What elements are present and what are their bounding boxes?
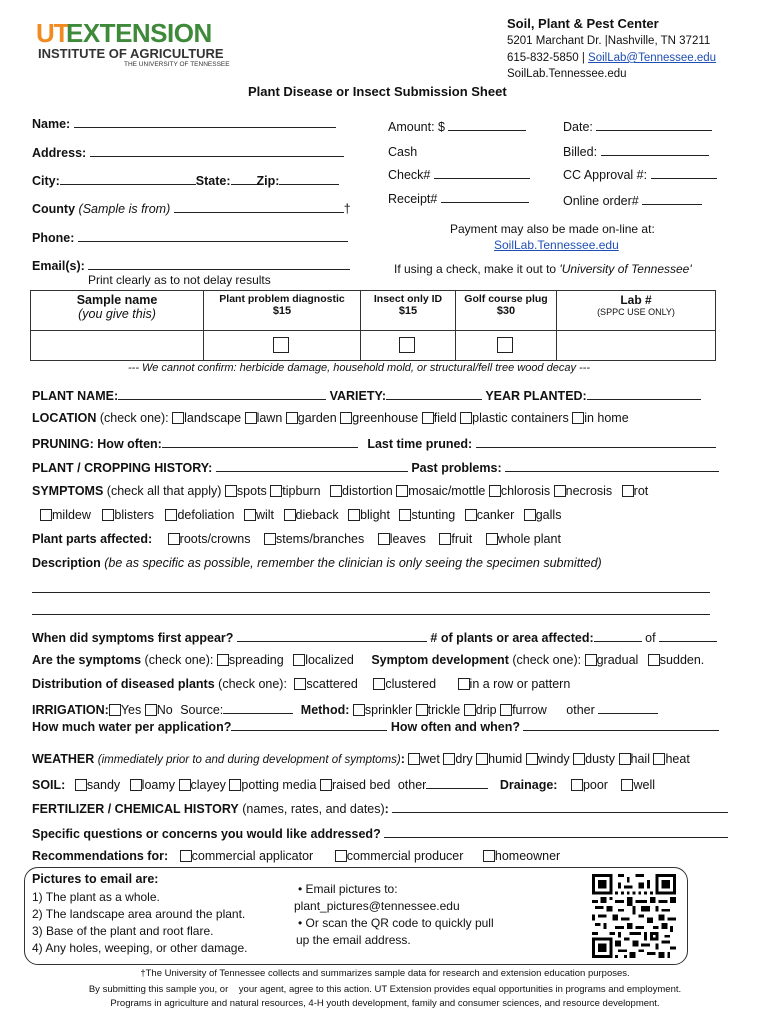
sym-mildew-checkbox[interactable] [40,509,52,521]
zip-field[interactable] [279,172,339,185]
description-line-2[interactable] [32,614,710,615]
phone-label: Phone: [32,231,75,245]
irrigation-yes-label: Yes [120,703,142,717]
loc-greenhouse-label: greenhouse [352,411,419,425]
num-plants-label: # of plants or area affected: [430,631,594,645]
part-roots-label: roots/crowns [179,532,251,546]
symptoms-check-all: (check all that apply) [106,484,222,498]
sample-name-field[interactable] [31,331,204,361]
sample-name-header: Sample name (you give this) [31,291,204,331]
pictures-email-link[interactable]: plant_pictures@tennessee.edu [294,899,460,913]
sym-canker-checkbox[interactable] [465,509,477,521]
picture-item-1: 1) The plant as a whole. [32,890,160,904]
logo-ut: UT [36,18,69,48]
variety-label: VARIETY: [329,389,387,403]
are-symptoms-label: Are the symptoms [32,653,142,667]
county-label: County [32,202,76,216]
sym-stunting-checkbox[interactable] [399,509,411,521]
weather-colon: : [400,752,405,766]
logo [36,18,236,66]
source-field[interactable] [223,701,293,714]
first-appear-field[interactable] [237,629,427,642]
weather-dusty-checkbox[interactable] [573,753,585,765]
pictures-title: Pictures to email are: [32,872,159,886]
state-field[interactable] [231,172,257,185]
method-label: Method: [300,703,350,717]
location-check-one: (check one): [99,411,169,425]
golf-checkbox[interactable] [497,337,513,353]
sym-wilt-label: wilt [255,508,275,522]
weather-heat-checkbox[interactable] [653,753,665,765]
city-label: City: [32,174,60,188]
part-roots-checkbox[interactable] [168,533,180,545]
center-address: 5201 Marchant Dr. |Nashville, TN 37211 [507,35,711,47]
sym-mosaic-label: mosaic/mottle [408,484,486,498]
diagnostic-header: Plant problem diagnostic $15 [204,291,361,331]
center-website[interactable]: SoilLab.Tennessee.edu [507,68,627,80]
trickle-label: trickle [427,703,461,717]
part-whole-label: whole plant [497,532,561,546]
loc-field-label: field [433,411,457,425]
parts-label: Plant parts affected: [32,532,153,546]
sym-chlorosis-checkbox[interactable] [489,485,501,497]
fertilizer-hint: (names, rates, and dates) [242,802,385,816]
dagger-mark: † [343,202,351,216]
logo-university: THE UNIVERSITY OF TENNESSEE [124,61,230,68]
cc-field[interactable] [651,166,717,179]
drip-checkbox[interactable] [464,704,476,716]
drainage-label: Drainage: [499,778,558,792]
weather-hail-checkbox[interactable] [619,753,631,765]
zip-label: Zip: [256,174,280,188]
soil-other-field[interactable] [426,776,488,789]
weather-humid-label: humid [488,752,523,766]
sym-tipburn-label: tipburn [282,484,321,498]
sample-table [30,290,716,361]
golf-header: Golf course plug $30 [456,291,557,331]
other-label: other [566,703,595,717]
fertilizer-field[interactable] [392,800,728,813]
rec-homeowner-label: homeowner [494,849,561,863]
weather-dry-label: dry [455,752,473,766]
weather-windy-label: windy [537,752,570,766]
first-appear-label: When did symptoms first appear? [32,631,234,645]
weather-dry-checkbox[interactable] [443,753,455,765]
drainage-well-label: well [633,778,656,792]
city-field[interactable] [60,172,196,185]
irrigation-no-checkbox[interactable] [145,704,157,716]
check-note: If using a check, make it out to [394,262,560,276]
history-field[interactable] [216,459,408,472]
part-whole-checkbox[interactable] [486,533,498,545]
email-field[interactable] [88,257,350,270]
of-label: of [645,631,656,645]
soil-sandy-label: sandy [86,778,121,792]
part-fruit-label: fruit [451,532,473,546]
part-leaves-checkbox[interactable] [378,533,390,545]
loc-plastic-checkbox[interactable] [460,412,472,424]
fertilizer-colon: : [384,802,389,816]
sym-blisters-label: blisters [114,508,154,522]
sym-chlorosis-label: chlorosis [500,484,551,498]
center-phone: 615-832-5850 [507,52,579,64]
email-pictures-line: • Email pictures to: [298,882,398,896]
loc-field-checkbox[interactable] [422,412,434,424]
weather-humid-checkbox[interactable] [476,753,488,765]
sym-defoliation-label: defoliation [177,508,235,522]
amount-label: Amount: $ [388,120,445,134]
county-field[interactable] [174,200,344,213]
check-field[interactable] [434,166,530,179]
sym-dieback-checkbox[interactable] [284,509,296,521]
pruning-field[interactable] [162,435,358,448]
fertilizer-label: FERTILIZER / CHEMICAL HISTORY [32,802,239,816]
lab-number-field [557,331,716,361]
form-title: Plant Disease or Insect Submission Sheet [248,84,507,99]
address-label: Address: [32,146,87,160]
insect-checkbox[interactable] [399,337,415,353]
weather-hail-label: hail [630,752,650,766]
drainage-poor-label: poor [582,778,608,792]
lab-header: Lab # (SPPC USE ONLY) [557,291,716,331]
soil-sandy-checkbox[interactable] [75,779,87,791]
description-hint: (be as specific as possible, remember the clinician is only seeing the specimen submitted) [104,556,602,570]
history-label: PLANT / CROPPING HISTORY: [32,461,213,475]
sym-galls-checkbox[interactable] [524,509,536,521]
other-field[interactable] [598,701,658,714]
symptoms-label: SYMPTOMS [32,484,104,498]
weather-wet-checkbox[interactable] [408,753,420,765]
part-stems-checkbox[interactable] [264,533,276,545]
furrow-checkbox[interactable] [500,704,512,716]
sym-distortion-label: distortion [342,484,393,498]
logo-institute: INSTITUTE OF AGRICULTURE [38,46,224,61]
sym-dieback-label: dieback [295,508,339,522]
sym-blight-checkbox[interactable] [348,509,360,521]
plant-name-field[interactable] [118,387,326,400]
insect-header: Insect only ID $15 [361,291,456,331]
qr-code-icon[interactable] [592,874,676,958]
sprinkler-label: sprinkler [364,703,413,717]
county-hint: (Sample is from) [78,202,171,216]
footer-line-1: †The University of Tennessee collects and summarizes sample data for research and extension education purposes. [140,968,630,979]
recommendations-label: Recommendations for: [32,849,169,863]
online-order-field[interactable] [642,192,702,205]
email-label: Email(s): [32,259,85,273]
localized-checkbox[interactable] [293,654,305,666]
sym-tipburn-checkbox[interactable] [270,485,282,497]
furrow-label: furrow [512,703,547,717]
soil-raised-checkbox[interactable] [320,779,332,791]
development-label: Symptom development [371,653,509,667]
state-label: State: [195,174,231,188]
spreading-label: spreading [228,653,284,667]
weather-dusty-label: dusty [585,752,616,766]
billed-label: Billed: [563,145,598,159]
receipt-field[interactable] [441,190,529,203]
of-field[interactable] [659,629,717,642]
row-pattern-checkbox[interactable] [458,678,470,690]
past-problems-field[interactable] [505,459,719,472]
clustered-label: clustered [385,677,437,691]
how-often-field[interactable] [523,718,719,731]
part-leaves-label: leaves [389,532,426,546]
rec-applicator-label: commercial applicator [191,849,314,863]
footer-line-2: By submitting this sample you, or your agent, agree to this action. UT Extension provides equal opportunities in programs and employment. [88,984,682,995]
date-label: Date: [563,120,593,134]
drainage-well-checkbox[interactable] [621,779,633,791]
rec-homeowner-checkbox[interactable] [483,850,495,862]
questions-label: Specific questions or concerns you would like addressed? [32,827,381,841]
weather-label: WEATHER [32,752,95,766]
sym-spots-checkbox[interactable] [225,485,237,497]
sym-mildew-label: mildew [52,508,91,522]
gradual-checkbox[interactable] [585,654,597,666]
year-planted-field[interactable] [587,387,701,400]
center-email-link[interactable]: SoilLab@Tennessee.edu [588,52,717,64]
questions-field[interactable] [384,825,728,838]
sudden-label: sudden. [659,653,705,667]
scattered-label: scattered [306,677,358,691]
gradual-label: gradual [596,653,639,667]
irrigation-no-label: No [156,703,173,717]
soil-other-label: other [397,778,427,792]
description-label: Description [32,556,101,570]
center-name: Soil, Plant & Pest Center [507,16,659,31]
sym-necrosis-checkbox[interactable] [554,485,566,497]
sym-galls-label: galls [535,508,562,522]
online-payment-note: Payment may also be made on-line at: [450,222,655,236]
loc-home-label: in home [584,411,629,425]
how-often-label: How often and when? [390,720,520,734]
pruning-label: PRUNING: How often: [32,437,162,451]
year-planted-label: YEAR PLANTED: [485,389,587,403]
check-payee: 'University of Tennessee' [559,262,692,276]
cc-label: CC Approval #: [563,168,648,182]
trickle-checkbox[interactable] [416,704,428,716]
receipt-label: Receipt# [388,192,438,206]
distribution-check-one: (check one): [218,677,287,691]
soil-clayey-checkbox[interactable] [179,779,191,791]
loc-lawn-checkbox[interactable] [245,412,257,424]
last-pruned-label: Last time pruned: [367,437,473,451]
weather-windy-checkbox[interactable] [526,753,538,765]
variety-field[interactable] [386,387,482,400]
disclaimer: --- We cannot confirm: herbicide damage, household mold, or structural/fell tree wood decay --- [128,362,591,374]
check-label: Check# [388,168,431,182]
rec-applicator-checkbox[interactable] [180,850,192,862]
sym-necrosis-label: necrosis [565,484,613,498]
sym-blisters-checkbox[interactable] [102,509,114,521]
sym-canker-label: canker [476,508,515,522]
online-payment-link[interactable]: SoilLab.Tennessee.edu [494,238,619,252]
loc-garden-label: garden [297,411,337,425]
sym-stunting-label: stunting [411,508,456,522]
billed-field[interactable] [601,143,709,156]
drip-label: drip [475,703,497,717]
scattered-checkbox[interactable] [294,678,306,690]
soil-raised-label: raised bed [331,778,391,792]
plant-name-label: PLANT NAME: [32,389,119,403]
localized-label: localized [305,653,354,667]
sym-rot-label: rot [633,484,649,498]
sprinkler-checkbox[interactable] [353,704,365,716]
last-pruned-field[interactable] [476,435,716,448]
phone-field[interactable] [78,229,348,242]
sym-wilt-checkbox[interactable] [244,509,256,521]
amount-field[interactable] [448,118,526,131]
cash-label: Cash [388,145,418,159]
sym-defoliation-checkbox[interactable] [165,509,177,521]
past-problems-label: Past problems: [411,461,502,475]
qr-instruction-2: up the email address. [296,933,411,947]
soil-loamy-label: loamy [141,778,176,792]
name-field[interactable] [74,115,336,128]
loc-garden-checkbox[interactable] [286,412,298,424]
soil-clayey-label: clayey [190,778,226,792]
weather-wet-label: wet [420,752,440,766]
drainage-poor-checkbox[interactable] [571,779,583,791]
loc-greenhouse-checkbox[interactable] [340,412,352,424]
sudden-checkbox[interactable] [648,654,660,666]
source-label: Source: [180,703,224,717]
sym-rot-checkbox[interactable] [622,485,634,497]
sym-distortion-checkbox[interactable] [330,485,342,497]
rec-producer-label: commercial producer [346,849,464,863]
loc-home-checkbox[interactable] [572,412,584,424]
irrigation-label: IRRIGATION: [32,703,109,717]
picture-item-3: 3) Base of the plant and root flare. [32,924,214,938]
location-label: LOCATION [32,411,97,425]
weather-heat-label: heat [665,752,690,766]
loc-landscape-label: landscape [184,411,242,425]
distribution-label: Distribution of diseased plants [32,677,215,691]
loc-landscape-checkbox[interactable] [172,412,184,424]
num-plants-field[interactable] [594,629,642,642]
print-note: Print clearly as to not delay results [88,273,271,287]
development-check-one: (check one): [512,653,582,667]
sym-mosaic-checkbox[interactable] [396,485,408,497]
separator: | [581,52,585,64]
spreading-checkbox[interactable] [217,654,229,666]
loc-plastic-label: plastic containers [472,411,569,425]
date-field[interactable] [596,118,712,131]
part-stems-label: stems/branches [276,532,365,546]
rec-producer-checkbox[interactable] [335,850,347,862]
how-much-field[interactable] [231,718,387,731]
picture-item-2: 2) The landscape area around the plant. [32,907,246,921]
row-pattern-label: in a row or pattern [469,677,571,691]
weather-hint: (immediately prior to and during development of symptoms) [97,754,401,766]
soil-label: SOIL: [32,778,66,792]
footer-line-3: Programs in agriculture and natural resources, 4-H youth development, family and consumer sciences, and resource development. [110,998,660,1009]
clustered-checkbox[interactable] [373,678,385,690]
are-symptoms-check-one: (check one): [144,653,214,667]
name-label: Name: [32,117,71,131]
irrigation-yes-checkbox[interactable] [109,704,121,716]
loc-lawn-label: lawn [256,411,283,425]
diagnostic-checkbox[interactable] [273,337,289,353]
soil-potting-checkbox[interactable] [229,779,241,791]
soil-loamy-checkbox[interactable] [130,779,142,791]
description-line-1[interactable] [32,592,710,593]
qr-instruction-1: • Or scan the QR code to quickly pull [298,916,494,930]
how-much-label: How much water per application? [32,720,232,734]
sym-spots-label: spots [236,484,267,498]
online-order-label: Online order# [563,194,639,208]
picture-item-4: 4) Any holes, weeping, or other damage. [32,941,248,955]
sym-blight-label: blight [360,508,390,522]
address-field[interactable] [90,144,344,157]
logo-extension: EXTENSION [66,18,212,48]
part-fruit-checkbox[interactable] [439,533,451,545]
soil-potting-label: potting media [241,778,317,792]
